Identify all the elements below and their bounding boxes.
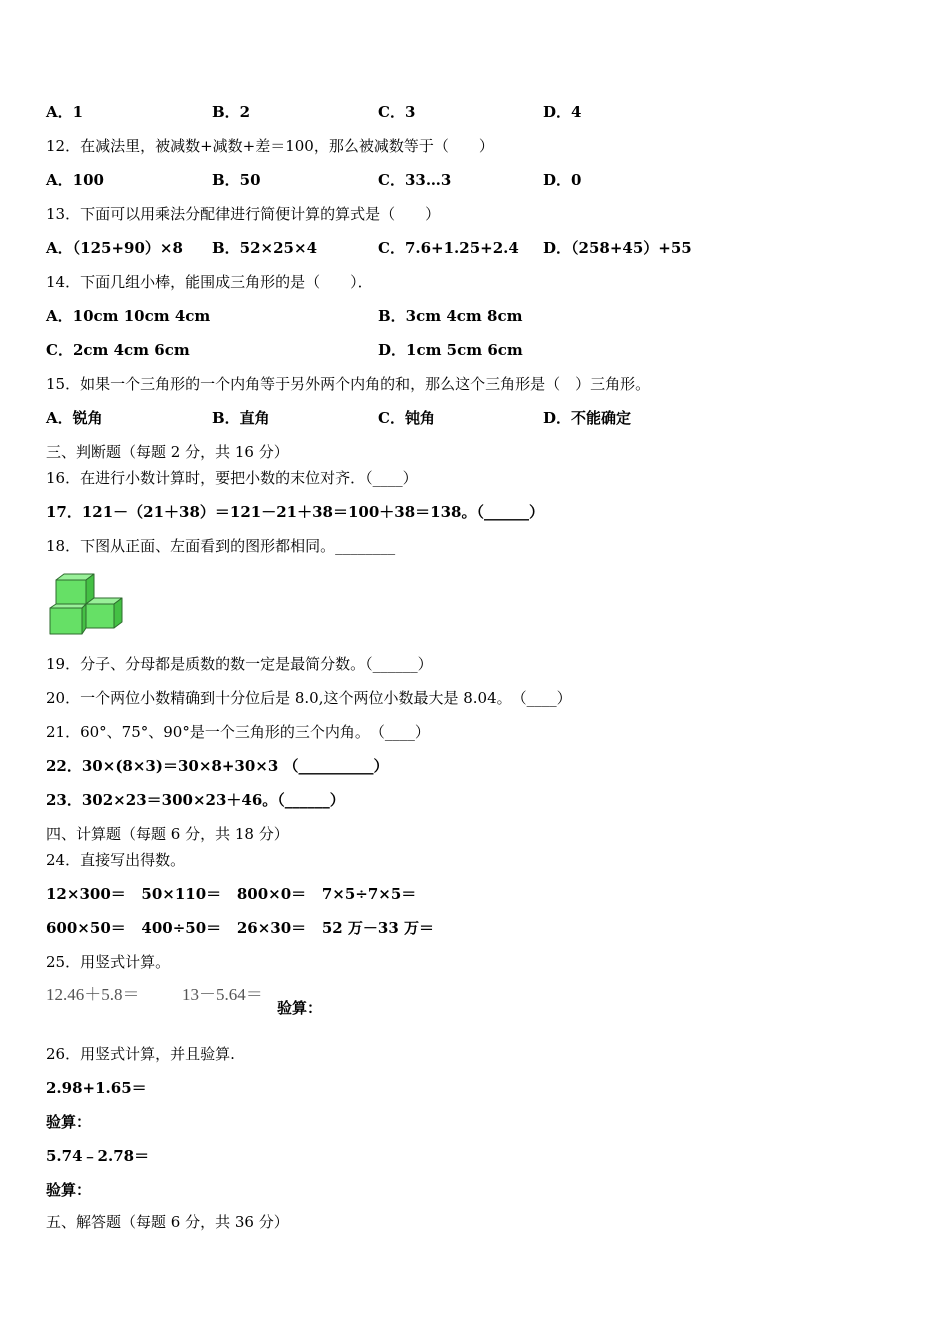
q14-option-d: D．1cm 5cm 6cm	[378, 341, 523, 359]
q15-option-c: C．钝角	[378, 409, 435, 427]
q13-option-b: B．52×25×4	[212, 239, 318, 257]
q16: 16．在进行小数计算时，要把小数的末位对齐．（____）	[46, 469, 418, 487]
q24-stem: 24．直接写出得数。	[46, 851, 186, 869]
q22: 22．30×(8×3)＝30×8+30×3 （__________）	[46, 757, 389, 775]
section-heading-calculation: 四、计算题（每题 6 分，共 18 分）	[46, 825, 289, 843]
cube-side-face-3	[82, 604, 86, 634]
q11-option-c: C．3	[378, 103, 416, 121]
q26-expression-2: 5.74﹣2.78＝	[46, 1147, 150, 1165]
q26-stem: 26．用竖式计算，并且验算.	[46, 1045, 235, 1063]
q14-option-c: C．2cm 4cm 6cm	[46, 341, 190, 359]
q13-option-c: C．7.6+1.25+2.4	[378, 239, 519, 257]
q19: 19．分子、分母都是质数的数一定是最简分数。（______）	[46, 655, 433, 673]
q12-stem: 12．在减法里，被减数+减数+差＝100，那么被减数等于（ ）	[46, 137, 494, 155]
q17: 17．121－（21＋38）＝121－21＋38＝100＋38＝138。（______）	[46, 503, 544, 521]
q18: 18．下图从正面、左面看到的图形都相同。________	[46, 537, 396, 555]
q26-check-label-1: 验算：	[46, 1113, 92, 1131]
q25-expression-1: 12.46＋5.8＝	[46, 985, 140, 1004]
cube-front-face-3	[50, 608, 82, 634]
section-heading-solution: 五、解答题（每题 6 分，共 36 分）	[46, 1213, 289, 1231]
q12-option-c: C．33…3	[378, 171, 452, 189]
q26-expression-1: 2.98+1.65＝	[46, 1079, 147, 1097]
q25-stem: 25．用竖式计算。	[46, 953, 171, 971]
cube-top-face-3	[50, 604, 86, 608]
q15-option-b: B．直角	[212, 409, 270, 427]
cube-figure	[46, 570, 126, 636]
q15-stem: 15．如果一个三角形的一个内角等于另外两个内角的和，那么这个三角形是（ ）三角形。	[46, 375, 651, 393]
cube-front-face-2	[86, 604, 114, 628]
q14-stem: 14．下面几组小棒，能围成三角形的是（ ）．	[46, 273, 373, 291]
q15-option-d: D．不能确定	[543, 409, 632, 427]
q12-option-a: A．100	[46, 171, 104, 189]
q11-option-a: A．1	[46, 103, 84, 121]
q14-option-a: A．10cm 10cm 4cm	[46, 307, 211, 325]
q12-option-d: D．0	[543, 171, 582, 189]
q13-stem: 13．下面可以用乘法分配律进行简便计算的算式是（ ）	[46, 205, 441, 223]
q14-option-b: B．3cm 4cm 8cm	[378, 307, 523, 325]
q13-option-d: D．（258+45）+55	[543, 239, 692, 257]
q20: 20．一个两位小数精确到十分位后是 8.0,这个两位小数最大是 8.04。 （____）	[46, 689, 572, 707]
q24-row-1: 12×300＝ 50×110＝ 800×0＝ 7×5÷7×5＝	[46, 885, 417, 903]
q23: 23．302×23＝300×23＋46。（______）	[46, 791, 345, 809]
q11-option-b: B．2	[212, 103, 251, 121]
section-heading-judgment: 三、判断题（每题 2 分，共 16 分）	[46, 443, 289, 461]
q26-check-label-2: 验算：	[46, 1181, 92, 1199]
q12-option-b: B．50	[212, 171, 261, 189]
cube-front-face-1	[56, 580, 86, 604]
q25-check-label: 验算：	[277, 999, 323, 1017]
q21: 21．60°、75°、90°是一个三角形的三个内角。 （____）	[46, 723, 430, 741]
q25-expression-2: 13－5.64＝	[182, 985, 263, 1004]
q13-option-a: A．（125+90）×8	[46, 239, 183, 257]
cube-side-face-2	[114, 598, 122, 628]
q11-option-d: D．4	[543, 103, 582, 121]
q15-option-a: A．锐角	[46, 409, 103, 427]
q24-row-2: 600×50＝ 400÷50＝ 26×30＝ 52 万－33 万＝	[46, 919, 435, 937]
